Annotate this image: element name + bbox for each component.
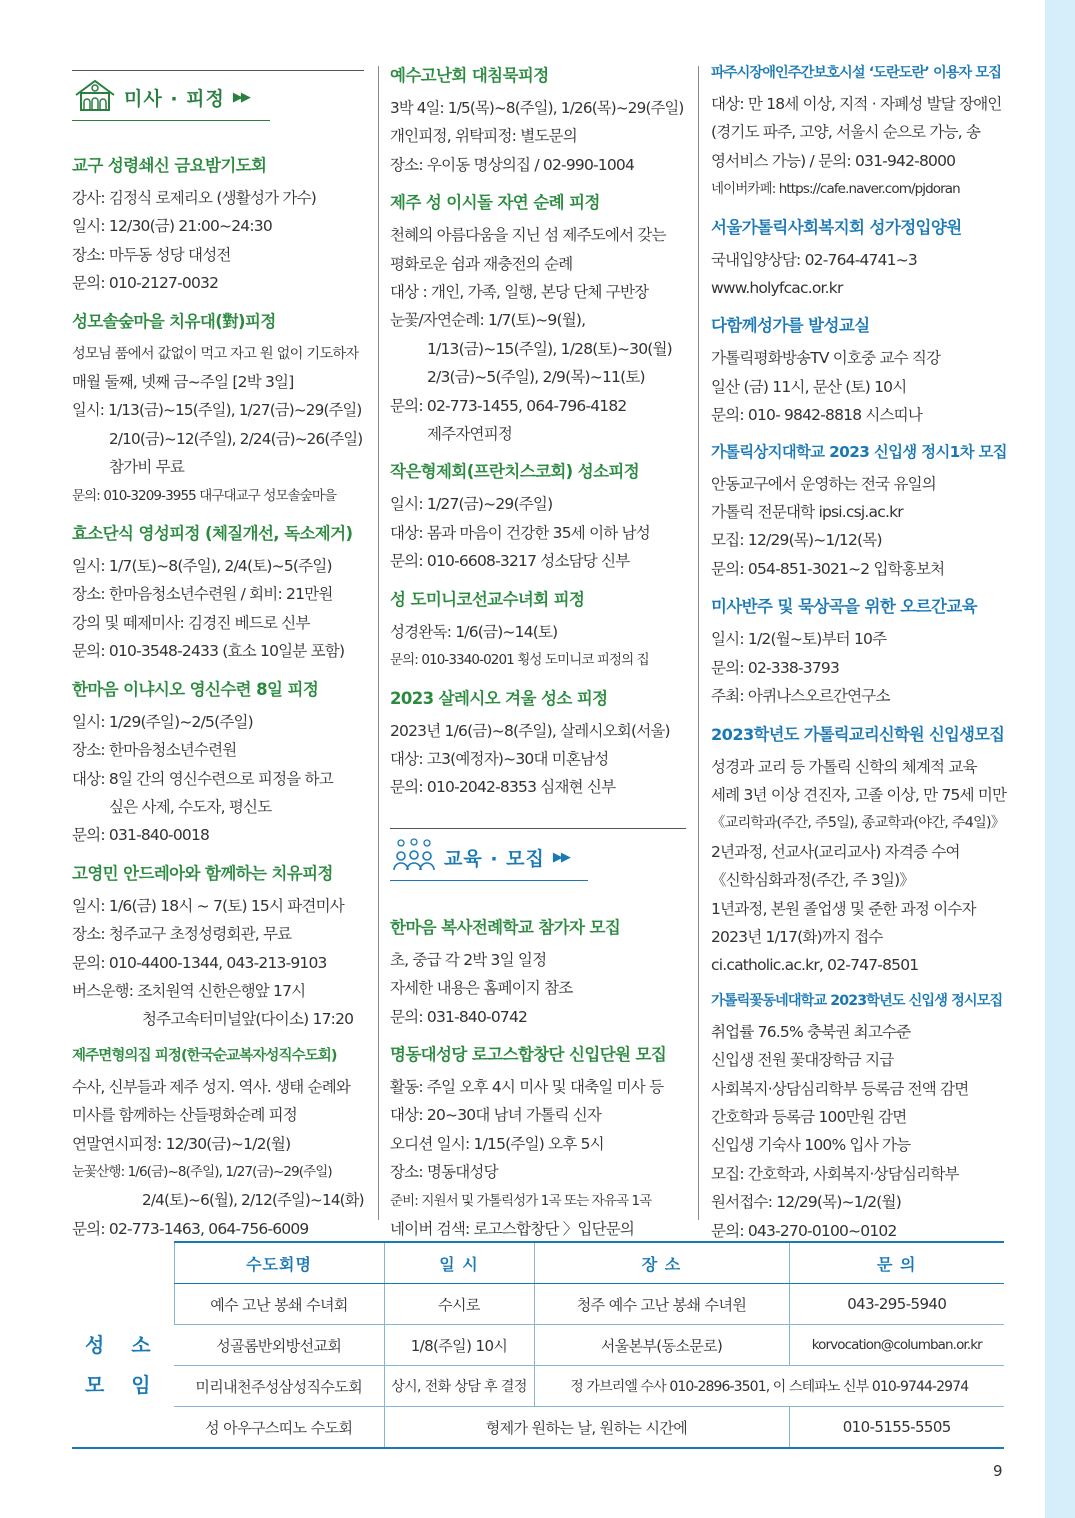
notice-line: 미사를 함께하는 산들평화순례 피정: [72, 1106, 297, 1125]
notice-line: 참가비 무료: [109, 458, 184, 477]
notice-line: 활동: 주일 오후 4시 미사 및 대축일 미사 등: [390, 1077, 664, 1096]
notice-title: 성모솔숲마을 치유대(對)피정: [72, 311, 276, 331]
notice-line: 문의: 043-270-0100~0102: [711, 1221, 897, 1240]
notice-line: 주최: 아퀴나스오르간연구소: [711, 687, 890, 706]
arrows-icon: ▶▶: [232, 89, 249, 105]
notice-item: [390, 1041, 686, 1243]
notice-line: 문의: 010- 9842-8818 시스띠나: [711, 406, 923, 425]
notice-line: 《신학심화과정(주간, 주 3일)》: [711, 871, 915, 890]
notice-list: [390, 62, 686, 802]
notice-line: 2/4(토)~6(월), 2/12(주일)~14(화): [142, 1191, 364, 1210]
group-people-icon: [392, 838, 436, 878]
col-header: 문 의: [789, 1242, 1004, 1284]
notice-line: 장소: 우이동 명상의집 / 02-990-1004: [390, 155, 635, 174]
notice-line: 대상: 만 18세 이상, 지적 · 자폐성 발달 장애인: [711, 95, 1002, 113]
notice-line: 문의: 010-6608-3217 성소담당 신부: [390, 552, 630, 571]
notice-line: 청주고속터미널앞(다이소) 17:20: [142, 1010, 354, 1029]
column-1: [72, 62, 364, 1253]
notice-item: [390, 62, 686, 179]
notice-line: 《교리학과(주간, 주5일), 종교학과(야간, 주4일)》: [711, 815, 1005, 832]
notice-line: 천혜의 아름다움을 지닌 섬 제주도에서 갖는: [390, 226, 666, 245]
notice-line: 대상: 8일 간의 영신수련으로 피정을 하고: [72, 769, 333, 788]
notice-line: 문의: 031-840-0742: [390, 1007, 528, 1026]
notice-line: 준비: 지원서 및 가톨릭성가 1곡 또는 자유곡 1곡: [390, 1192, 652, 1209]
notice-item: [390, 189, 686, 448]
column-2: [390, 62, 686, 1253]
notice-item: [711, 214, 1007, 303]
notice-line: 일시: 1/7(토)~8(주일), 2/4(토)~5(주일): [72, 557, 332, 576]
table-row: 미리내천주성삼성직수도회 상시, 전화 상담 후 결정 정 가브리엘 수사 010-2896-3501, 이 스테파노 신부 010-9744-2974: [72, 1366, 1004, 1407]
notice-line: 자세한 내용은 홈페이지 참조: [390, 979, 573, 998]
notice-item: [711, 312, 1007, 429]
notice-line: 성경완독: 1/6(금)~14(토): [390, 622, 558, 641]
notice-line: 문의: 031-840-0018: [72, 826, 210, 845]
notice-item: [72, 520, 364, 666]
col-header: 일 시: [384, 1242, 534, 1284]
notice-line: 원서접수: 12/29(목)~1/2(월): [711, 1193, 901, 1212]
mass-section-header: [72, 62, 364, 122]
notice-line: ci.catholic.ac.kr, 02-747-8501: [711, 956, 919, 975]
notice-line: 네이버카페: https://cafe.naver.com/pjdoran: [711, 181, 960, 198]
notice-title: 다함께성가를 발성교실: [711, 316, 870, 336]
notice-title: 성 도미니코선교수녀회 피정: [390, 589, 585, 609]
notice-line: 2/10(금)~12(주일), 2/24(금)~26(주일): [109, 429, 363, 448]
section-title-mass: 미사 · 피정: [124, 87, 225, 110]
notice-line: 신입생 기숙사 100% 입사 가능: [711, 1136, 911, 1155]
notice-line: 눈꽃/자연순례: 1/7(토)~9(월),: [390, 311, 586, 330]
notice-item: [72, 308, 364, 510]
notice-line: (경기도 파주, 고양, 서울시 순으로 가능, 송: [711, 123, 981, 142]
notice-line: 일산 (금) 11시, 문산 (토) 10시: [711, 377, 907, 396]
notice-item: [72, 1044, 364, 1243]
notice-title: 파주시장애인주간보호시설 ‘도란도란’ 이용자 모집: [711, 65, 1002, 81]
notice-line: 문의: 010-3548-2433 (효소 10일분 포함): [72, 642, 345, 661]
notice-title: 가톨릭상지대학교 2023 신입생 정시1차 모집: [711, 442, 1007, 461]
notice-line: www.holyfcac.or.kr: [711, 279, 843, 298]
arrows-icon: ▶▶: [552, 850, 569, 866]
notice-line: 모집: 12/29(목)~1/12(목): [711, 531, 882, 550]
notice-line: 강의 및 떼제미사: 김경진 베드로 신부: [72, 613, 310, 632]
notice-line: 눈꽃산행: 1/6(금)~8(주일), 1/27(금)~29(주일): [72, 1163, 332, 1180]
notice-line: 싶은 사제, 수도자, 평신도: [109, 797, 272, 816]
notice-line: 버스운행: 조치원역 신한은행앞 17시: [72, 981, 306, 1000]
notice-line: 안동교구에서 운영하는 전국 유일의: [711, 474, 936, 493]
notice-line: 개인피정, 위탁피정: 별도문의: [390, 127, 577, 146]
notice-line: 문의: 02-773-1455, 064-796-4182: [390, 396, 627, 415]
column-divider: [378, 66, 379, 1220]
notice-line: 신입생 전원 꽃대장학금 지급: [711, 1051, 894, 1070]
notice-item: [711, 440, 1007, 584]
notice-item: [711, 62, 1007, 204]
notice-line: 일시: 1/27(금)~29(주일): [390, 495, 553, 514]
notice-line: 장소: 한마음청소년수련원 / 회비: 21만원: [72, 585, 333, 604]
notice-item: [390, 458, 686, 575]
notice-item: [711, 593, 1007, 710]
notice-line: 대상: 고3(예정자)~30대 미혼남성: [390, 749, 609, 768]
notice-line: 문의: 010-2127-0032: [72, 274, 219, 293]
vocation-meeting-table: [72, 1241, 1004, 1449]
notice-line: 2023년 1/6(금)~8(주일), 살레시오회(서울): [390, 721, 670, 740]
notice-title: 고영민 안드레아와 함께하는 치유피정: [72, 863, 333, 883]
notice-line: 2/3(금)~5(주일), 2/9(목)~11(토): [427, 368, 645, 387]
notice-line: 연말연시피정: 12/30(금)~1/2(월): [72, 1134, 291, 1153]
notice-item: [72, 676, 364, 850]
notice-line: 문의: 010-3209-3955 대구대교구 성모솔숲마을: [72, 487, 337, 504]
notice-line: 대상 : 개인, 가족, 일행, 본당 단체 구반장: [390, 283, 649, 302]
notice-line: 초, 중급 각 2박 3일 일정: [390, 950, 547, 969]
notice-line: 장소: 명동대성당: [390, 1163, 498, 1182]
notice-item: [711, 990, 1007, 1245]
notice-item: [390, 914, 686, 1031]
notice-line: 장소: 마두동 성당 대성전: [72, 245, 231, 264]
notice-line: 가톨릭 전문대학 ipsi.csj.ac.kr: [711, 503, 903, 522]
notice-item: [711, 721, 1007, 980]
notice-title: 예수고난회 대침묵피정: [390, 66, 549, 85]
notice-title: 2023학년도 가톨릭교리신학원 신입생모집: [711, 724, 1005, 744]
notice-line: 문의: 054-851-3021~2 입학홍보처: [711, 559, 945, 578]
church-icon: [74, 78, 116, 116]
notice-line: 사회복지·상담심리학부 등록금 전액 감면: [711, 1079, 969, 1098]
notice-line: 국내입양상담: 02-764-4741~3: [711, 250, 917, 269]
notice-line: 모집: 간호학과, 사회복지·상담심리학부: [711, 1164, 959, 1183]
notice-line: 매월 둘째, 넷째 금~주일 [2박 3일]: [72, 373, 294, 392]
notice-title: 제주면형의집 피정(한국순교복자성직수도회): [72, 1047, 337, 1064]
notice-item: [390, 685, 686, 802]
notice-title: 명동대성당 로고스합창단 신입단원 모집: [390, 1044, 667, 1064]
section-title-education: 교육 · 모집: [444, 848, 545, 871]
notice-line: 1/13(금)~15(주일), 1/28(토)~30(월): [427, 339, 672, 358]
notice-line: 일시: 1/2(월~토)부터 10주: [711, 630, 887, 649]
notice-title: 제주 성 이시돌 자연 순례 피정: [390, 193, 600, 213]
notice-title: 효소단식 영성피정 (체질개선, 독소제거): [72, 524, 353, 544]
notice-line: 가톨릭평화방송TV 이호중 교수 직강: [711, 349, 941, 368]
notice-line: 대상: 몸과 마음이 건강한 35세 이하 남성: [390, 523, 650, 542]
notice-title: 한마음 복사전례학교 참가자 모집: [390, 917, 621, 937]
notice-line: 수사, 신부들과 제주 성지. 역사. 생태 순례와: [72, 1077, 351, 1096]
notice-list: [390, 914, 686, 1244]
notice-list: [72, 152, 364, 1243]
notice-line: 대상: 20~30대 남녀 가톨릭 신자: [390, 1106, 602, 1125]
notice-title: 작은형제회(프란치스코회) 성소피정: [390, 462, 640, 482]
notice-line: 2023년 1/17(화)까지 접수: [711, 927, 883, 946]
notice-line: 1년과정, 본원 졸업생 및 준한 과정 이수자: [711, 899, 976, 918]
notice-item: [72, 152, 364, 298]
notice-line: 성경과 교리 등 가톨릭 신학의 체계적 교육: [711, 757, 977, 776]
notice-line: 오디션 일시: 1/15(주일) 오후 5시: [390, 1134, 604, 1153]
notice-title: 가톨릭꽃동네대학교 2023학년도 신입생 정시모집: [711, 992, 1003, 1009]
col-header: 장 소: [534, 1242, 789, 1284]
notice-line: 강사: 김정식 로제리오 (생활성가 가수): [72, 189, 317, 207]
table-row: 성 아우구스띠노 수도회 형제가 원하는 날, 원하는 시간에 010-5155-5505: [72, 1407, 1004, 1449]
table-row: 성골롬반외방선교회 1/8(주일) 10시 서울본부(동소문로) korvocation@columban.or.kr: [72, 1325, 1004, 1366]
notice-line: 성모님 품에서 값없이 먹고 자고 원 없이 기도하자: [72, 345, 359, 362]
notice-line: 일시: 1/13(금)~15(주일), 1/27(금)~29(주일): [72, 401, 362, 420]
notice-list: [711, 62, 1007, 1245]
notice-line: 문의: 02-338-3793: [711, 658, 840, 677]
notice-line: 세례 3년 이상 견진자, 고졸 이상, 만 75세 미만: [711, 785, 1007, 804]
notice-title: 미사반주 및 묵상곡을 위한 오르간교육: [711, 597, 978, 617]
notice-line: 네이버 검색: 로고스합창단 〉입단문의: [390, 1219, 635, 1238]
notice-line: 문의: 010-4400-1344, 043-213-9103: [72, 953, 327, 972]
notice-line: 장소: 한마음청소년수련원: [72, 741, 237, 760]
notice-title: 2023 살레시오 겨울 성소 피정: [390, 688, 608, 708]
notice-line: 간호학과 등록금 100만원 감면: [711, 1107, 907, 1126]
notice-line: 평화로운 쉼과 재충전의 순례: [390, 254, 573, 273]
table-row-heading: 성 소 모 임: [72, 1284, 174, 1449]
notice-title: 한마음 이냐시오 영신수련 8일 피정: [72, 679, 319, 699]
col-header: 수도회명: [174, 1242, 384, 1284]
page-number: 9: [993, 1462, 1003, 1480]
table-row: 성 소 모 임 예수 고난 봉쇄 수녀회 수시로 청주 예수 고난 봉쇄 수녀원 043-295-5940: [72, 1284, 1004, 1325]
notice-line: 영서비스 가능) / 문의: 031-942-8000: [711, 151, 956, 170]
notice-title: 서울가톨릭사회복지회 성가정입양원: [711, 217, 962, 237]
notice-line: 문의: 010-2042-8353 심재현 신부: [390, 778, 616, 797]
notice-item: [72, 860, 364, 1034]
notice-line: 장소: 청주교구 초정성령회관, 무료: [72, 925, 292, 944]
side-strip: [1045, 0, 1075, 1518]
notice-line: 3박 4일: 1/5(목)~8(주일), 1/26(목)~29(주일): [390, 99, 684, 117]
notice-line: 문의: 010-3340-0201 횡성 도미니코 피정의 집: [390, 652, 649, 669]
notice-line: 일시: 12/30(금) 21:00~24:30: [72, 217, 272, 236]
notice-title: 교구 성령쇄신 금요밤기도회: [72, 156, 267, 175]
notice-line: 일시: 1/29(주일)~2/5(주일): [72, 712, 253, 731]
column-divider: [698, 66, 699, 1220]
notice-item: [390, 586, 686, 675]
column-3: [711, 62, 1007, 1255]
notice-line: 2년과정, 선교사(교리교사) 자격증 수여: [711, 842, 960, 861]
notice-line: 문의: 02-773-1463, 064-756-6009: [72, 1219, 309, 1238]
edu-section-header: [390, 814, 686, 886]
notice-line: 제주자연피정: [427, 425, 513, 444]
notice-line: 일시: 1/6(금) 18시 ~ 7(토) 15시 파견미사: [72, 896, 344, 915]
notice-line: 취업률 76.5% 충북권 최고수준: [711, 1022, 911, 1041]
